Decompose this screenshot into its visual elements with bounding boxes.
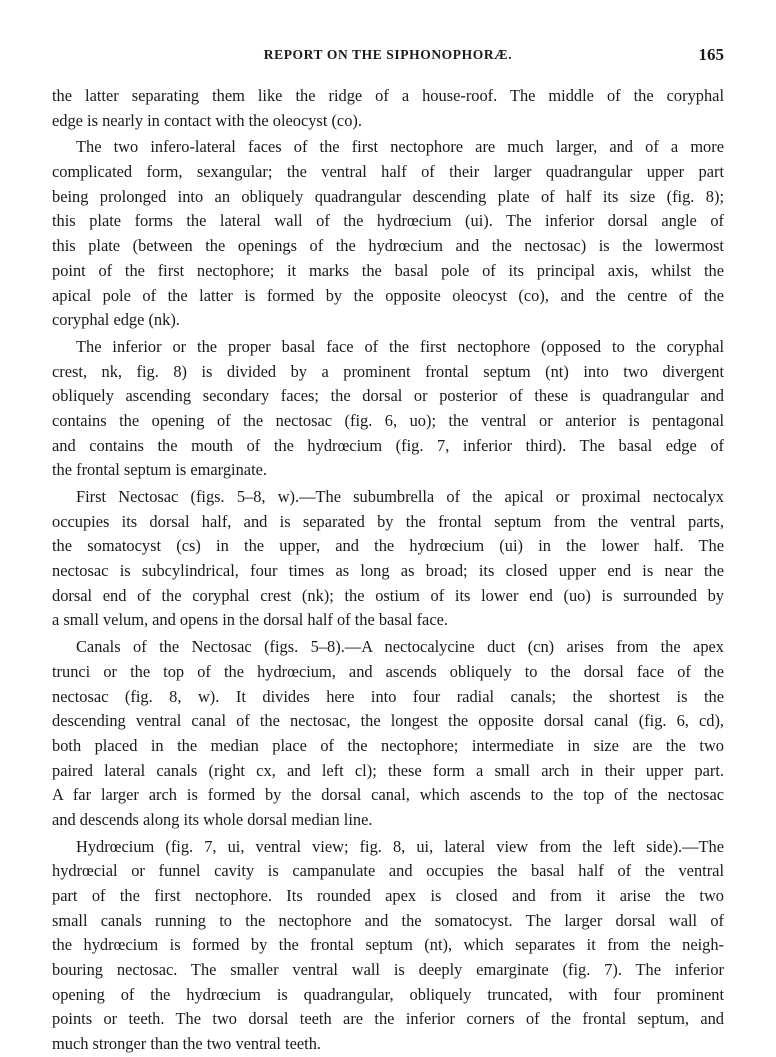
text-line: part of the first nectophore. Its rounded apex is closed and from it arise the two	[52, 886, 724, 905]
text-line: the hydrœcium is formed by the frontal septum (nt), which separates it from the neigh-	[52, 935, 724, 955]
text-line: complicated form, sexangular; the ventral half of their larger quadrangular upper part	[52, 162, 724, 182]
body-text	[52, 84, 724, 1057]
text-line: A far larger arch is formed by the dorsal canal, which ascends to the top of the nectosac	[52, 785, 724, 805]
text-line: The two infero-lateral faces of the first nectophore are much larger, and of a more	[76, 137, 724, 157]
text-line: hydrœcial or funnel cavity is campanulate and occupies the basal half of the ventral	[52, 861, 724, 881]
text-line: edge is nearly in contact with the oleocyst (co).	[52, 110, 362, 130]
text-line: coryphal edge (nk).	[52, 310, 180, 330]
text-line: The inferior or the proper basal face of the first nectophore (opposed to the coryphal	[76, 336, 724, 356]
header-title: REPORT ON THE SIPHONOPHORÆ.	[263, 47, 513, 62]
text-line: Hydrœcium (fig. 7, ui, ventral view; fig. 8, ui, lateral view from the left side).—The	[76, 836, 724, 856]
text-line: Canals of the Nectosac (figs. 5–8).—A nectocalycine duct (cn) arises from the apex	[76, 637, 724, 657]
text-line: nectosac (fig. 8, w). It divides here into four radial canals; the shortest is the	[52, 686, 724, 706]
text-line: points or teeth. The two dorsal teeth are the inferior corners of the frontal septum, and	[52, 1009, 724, 1029]
text-line: the latter separating them like the ridge of a house-roof. The middle of the coryphal	[52, 86, 724, 105]
paragraph	[52, 835, 724, 1057]
text-line: point of the first nectophore; it marks the basal pole of its principal axis, whilst the	[52, 260, 724, 280]
text-line: contains the opening of the nectosac (fig. 6, uo); the ventral or anterior is pentagonal	[52, 410, 724, 430]
text-line: crest, nk, fig. 8) is divided by a prominent frontal septum (nt) into two divergent	[52, 361, 724, 381]
text-line: being prolonged into an obliquely quadrangular descending plate of half its size (fig. 8);	[52, 186, 724, 206]
text-line: bouring nectosac. The smaller ventral wall is deeply emarginate (fig. 7). The inferior	[52, 960, 724, 980]
text-line: a small velum, and opens in the dorsal half of the basal face.	[52, 610, 448, 630]
text-line: descending ventral canal of the nectosac, the longest the opposite dorsal canal (fig. 6, cd),	[52, 711, 724, 731]
paragraph	[52, 84, 724, 133]
text-line: and contains the mouth of the hydrœcium (fig. 7, inferior third). The basal edge of	[52, 435, 724, 455]
text-line: obliquely ascending secondary faces; the dorsal or posterior of these is quadrangular and	[52, 386, 724, 406]
text-line: and descends along its whole dorsal median line.	[52, 809, 373, 829]
text-line: opening of the hydrœcium is quadrangular, obliquely truncated, with four prominent	[52, 984, 724, 1004]
paragraph	[52, 135, 724, 333]
text-line: the frontal septum is emarginate.	[52, 460, 267, 480]
paragraph	[52, 635, 724, 833]
text-line: small canals running to the nectophore and the somatocyst. The larger dorsal wall of	[52, 910, 724, 930]
text-line: First Nectosac (figs. 5–8, w).—The subumbrella of the apical or proximal nectocalyx	[76, 487, 724, 506]
text-line: dorsal end of the coryphal crest (nk); the ostium of its lower end (uo) is surrounded by	[52, 585, 724, 605]
text-line: trunci or the top of the hydrœcium, and ascends obliquely to the dorsal face of the	[52, 661, 724, 681]
text-line: occupies its dorsal half, and is separated by the frontal septum from the ventral parts,	[52, 511, 724, 531]
text-line: both placed in the median place of the nectophore; intermediate in size are the two	[52, 735, 724, 755]
paragraph	[52, 335, 724, 483]
text-line: this plate (between the openings of the hydrœcium and the nectosac) is the lowermost	[52, 236, 724, 256]
text-line: the somatocyst (cs) in the upper, and the hydrœcium (ui) in the lower half. The	[52, 536, 724, 556]
text-line: this plate forms the lateral wall of the hydrœcium (ui). The inferior dorsal angle of	[52, 211, 724, 231]
text-line: nectosac is subcylindrical, four times as long as broad; its closed upper end is near the	[52, 561, 724, 581]
text-line: much stronger than the two ventral teeth.	[52, 1034, 321, 1054]
paragraph	[52, 485, 724, 633]
text-line: paired lateral canals (right cx, and left cl); these form a small arch in their upper part.	[52, 760, 724, 780]
page-number: 165	[698, 45, 724, 64]
running-header	[52, 47, 724, 67]
text-line: apical pole of the latter is formed by the opposite oleocyst (co), and the centre of the	[52, 285, 724, 305]
